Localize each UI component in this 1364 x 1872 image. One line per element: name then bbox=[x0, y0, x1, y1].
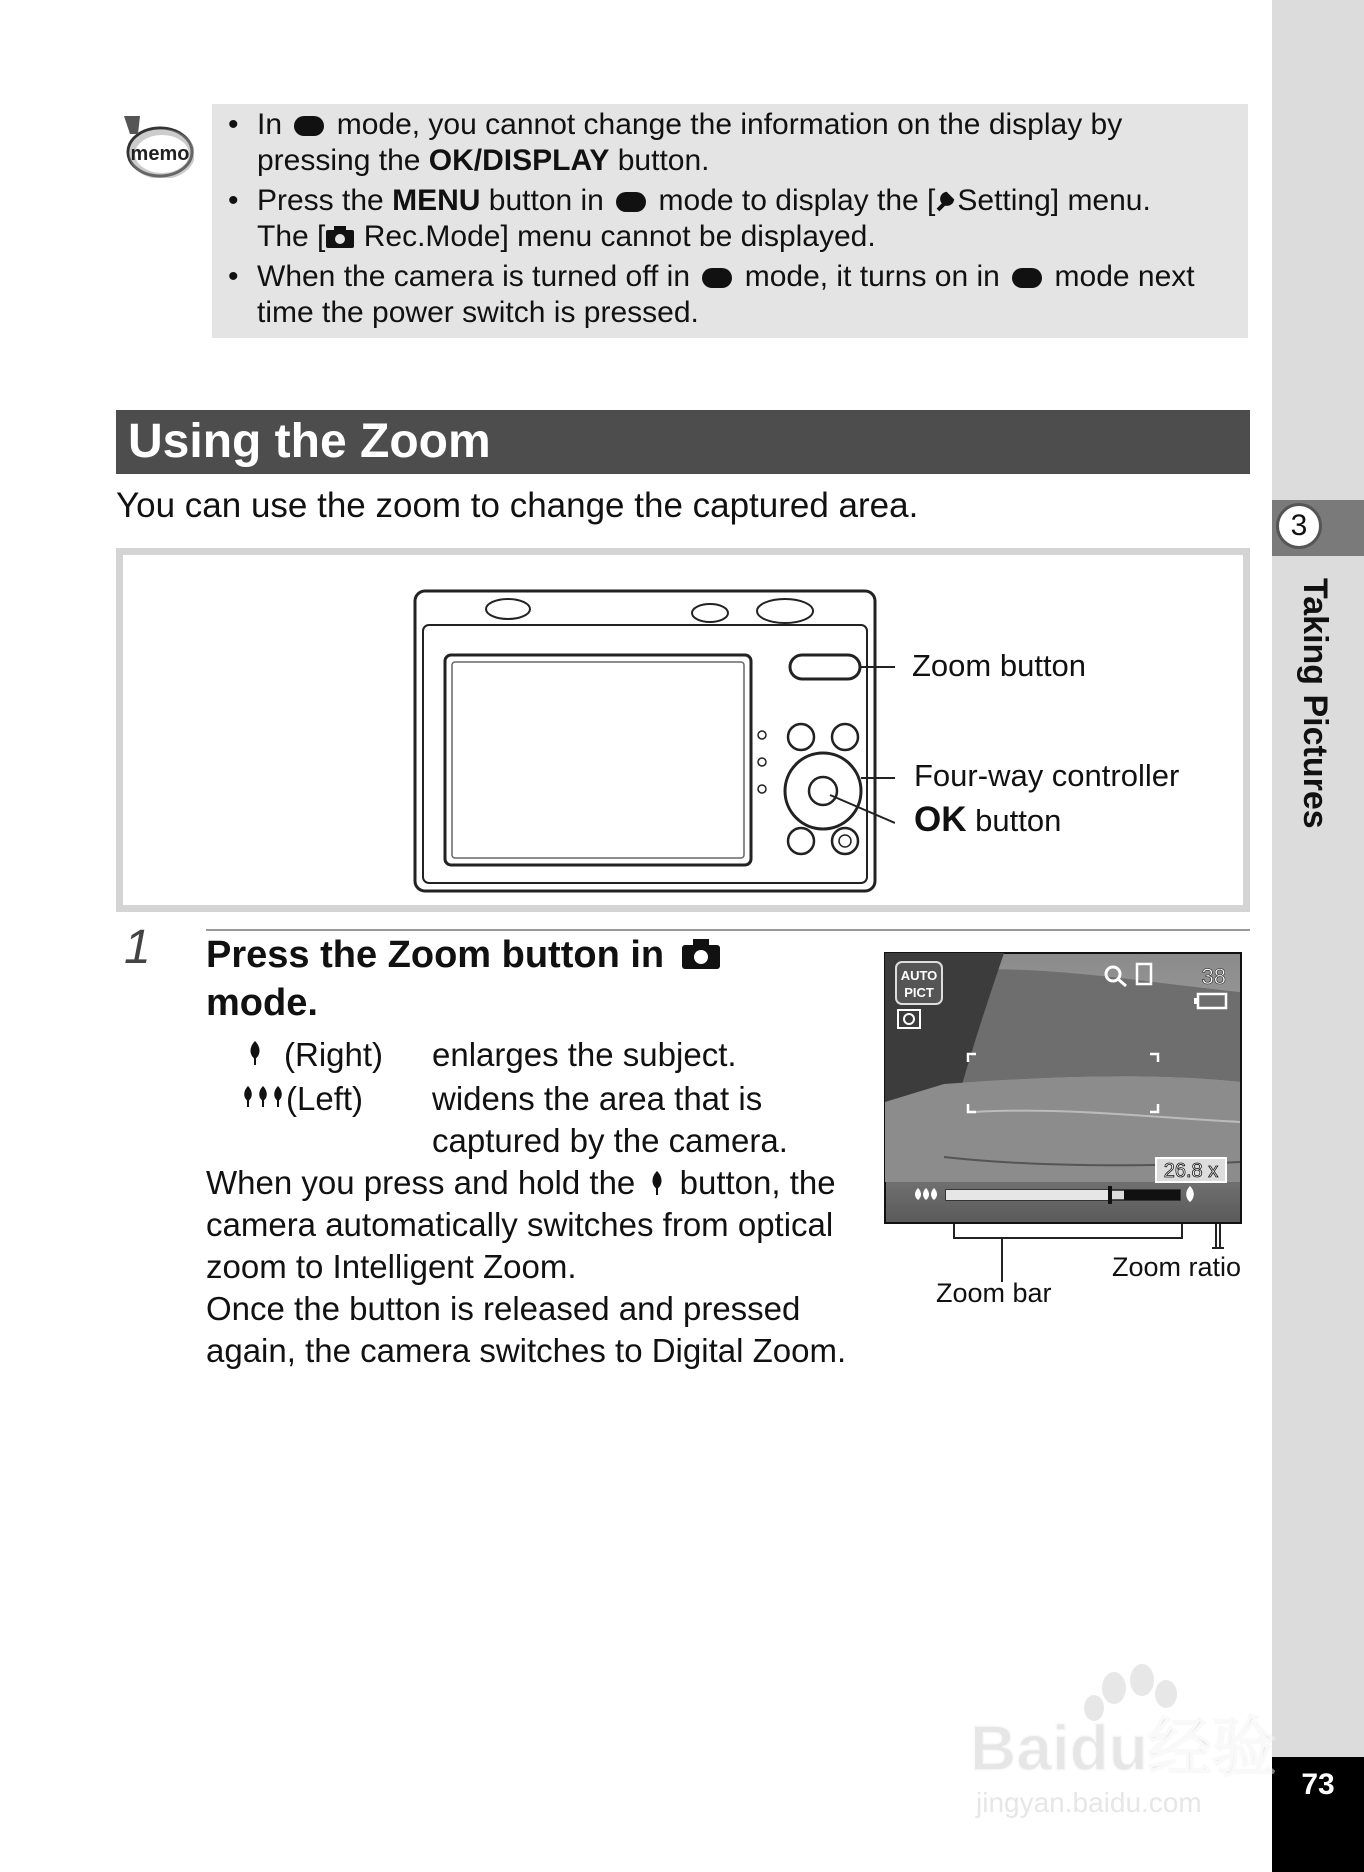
paragraph-line-4: Once the button is released and pressed bbox=[206, 1290, 801, 1327]
memo-icon-label: memo bbox=[130, 143, 190, 165]
text: mode to display the [ bbox=[658, 184, 936, 217]
watermark-brand: Baidu经验 bbox=[970, 1712, 1276, 1784]
menu-button-label: MENU bbox=[392, 184, 481, 217]
text: mode, you cannot change the information on the display by bbox=[336, 108, 1123, 141]
text: The [ bbox=[257, 220, 326, 253]
zoom-ratio-caption: Zoom ratio bbox=[1112, 1252, 1242, 1282]
camera-back-illustration bbox=[405, 583, 895, 893]
shots-remaining: 38 bbox=[1201, 964, 1226, 989]
baidu-watermark bbox=[966, 1660, 1286, 1830]
memo-item-2-line-1 bbox=[257, 184, 1151, 218]
memo-item-3-line-2: time the power switch is pressed. bbox=[257, 296, 699, 329]
wide-zoom-icon bbox=[240, 1084, 286, 1110]
ok-display-button-label: OK/DISPLAY bbox=[428, 144, 610, 177]
tele-zoom-icon bbox=[246, 1039, 264, 1067]
step-heading-line-1 bbox=[206, 934, 721, 977]
text: When the camera is turned off in bbox=[257, 260, 691, 293]
paragraph-line-5: again, the camera switches to Digital Zoom. bbox=[206, 1332, 847, 1369]
ok-label: OK bbox=[914, 800, 967, 839]
left-label: (Left) bbox=[286, 1080, 364, 1117]
right-description: enlarges the subject. bbox=[432, 1036, 737, 1073]
auto-pict-label-2: PICT bbox=[904, 985, 934, 1000]
text: Rec.Mode] menu cannot be displayed. bbox=[363, 220, 876, 253]
tele-zoom-icon bbox=[648, 1169, 666, 1197]
watermark-url: jingyan.baidu.com bbox=[976, 1787, 1202, 1818]
step-heading-line-2: mode. bbox=[206, 982, 318, 1024]
step-divider bbox=[206, 929, 1250, 931]
text: Press the Zoom button in bbox=[206, 934, 665, 976]
zoom-bar-caption: Zoom bar bbox=[936, 1278, 1052, 1308]
wide-zoom-icon bbox=[915, 1188, 937, 1200]
bullet: • bbox=[228, 260, 239, 293]
paragraph-line-1 bbox=[206, 1164, 836, 1202]
camera-icon bbox=[325, 225, 355, 249]
right-label: (Right) bbox=[284, 1036, 384, 1073]
section-intro: You can use the zoom to change the captured area. bbox=[116, 486, 919, 525]
chapter-title: Taking Pictures bbox=[1296, 578, 1334, 829]
camera-icon bbox=[681, 938, 721, 970]
bullet: • bbox=[228, 108, 239, 141]
auto-pict-label-1: AUTO bbox=[900, 968, 938, 983]
text: Press the bbox=[257, 184, 384, 217]
text: button. bbox=[617, 144, 710, 177]
text: mode, it turns on in bbox=[744, 260, 1000, 293]
text: pressing the bbox=[257, 144, 421, 177]
text: button in bbox=[488, 184, 604, 217]
text: When you press and hold the bbox=[206, 1164, 636, 1201]
chapter-number: 3 bbox=[1276, 503, 1322, 549]
page-number: 73 bbox=[1301, 1768, 1335, 1801]
step-number: 1 bbox=[124, 921, 151, 974]
zoom-button-callout: Zoom button bbox=[912, 648, 1087, 683]
text: mode next bbox=[1054, 260, 1195, 293]
memo-item-1-line-1 bbox=[257, 108, 1122, 142]
left-description-line-1: widens the area that is bbox=[432, 1080, 763, 1117]
memo-icon bbox=[118, 112, 194, 178]
text: Setting] menu. bbox=[957, 184, 1151, 217]
memo-item-2-line-2 bbox=[257, 220, 876, 254]
text: In bbox=[257, 108, 283, 141]
playback-mode-icon bbox=[616, 192, 646, 212]
playback-mode-icon bbox=[294, 116, 324, 136]
memo-item-3-line-1 bbox=[257, 260, 1195, 294]
section-title: Using the Zoom bbox=[128, 415, 491, 468]
text: button, the bbox=[679, 1164, 836, 1201]
playback-mode-icon bbox=[1012, 268, 1042, 288]
camera-lcd-screen bbox=[884, 952, 1242, 1224]
bullet: • bbox=[228, 184, 239, 217]
memo-item-1-line-2 bbox=[257, 144, 709, 178]
paragraph-line-3: zoom to Intelligent Zoom. bbox=[206, 1248, 577, 1285]
left-description-line-2: captured by the camera. bbox=[432, 1122, 788, 1159]
text: button bbox=[975, 803, 1062, 838]
playback-mode-icon bbox=[702, 268, 732, 288]
zoom-ratio-value: 26.8 x bbox=[1163, 1160, 1219, 1182]
wrench-icon bbox=[935, 189, 957, 213]
four-way-controller-callout: Four-way controller bbox=[914, 758, 1180, 793]
paragraph-line-2: camera automatically switches from optical bbox=[206, 1206, 834, 1243]
side-bar bbox=[1272, 0, 1364, 1872]
ok-button-callout bbox=[914, 800, 1061, 840]
